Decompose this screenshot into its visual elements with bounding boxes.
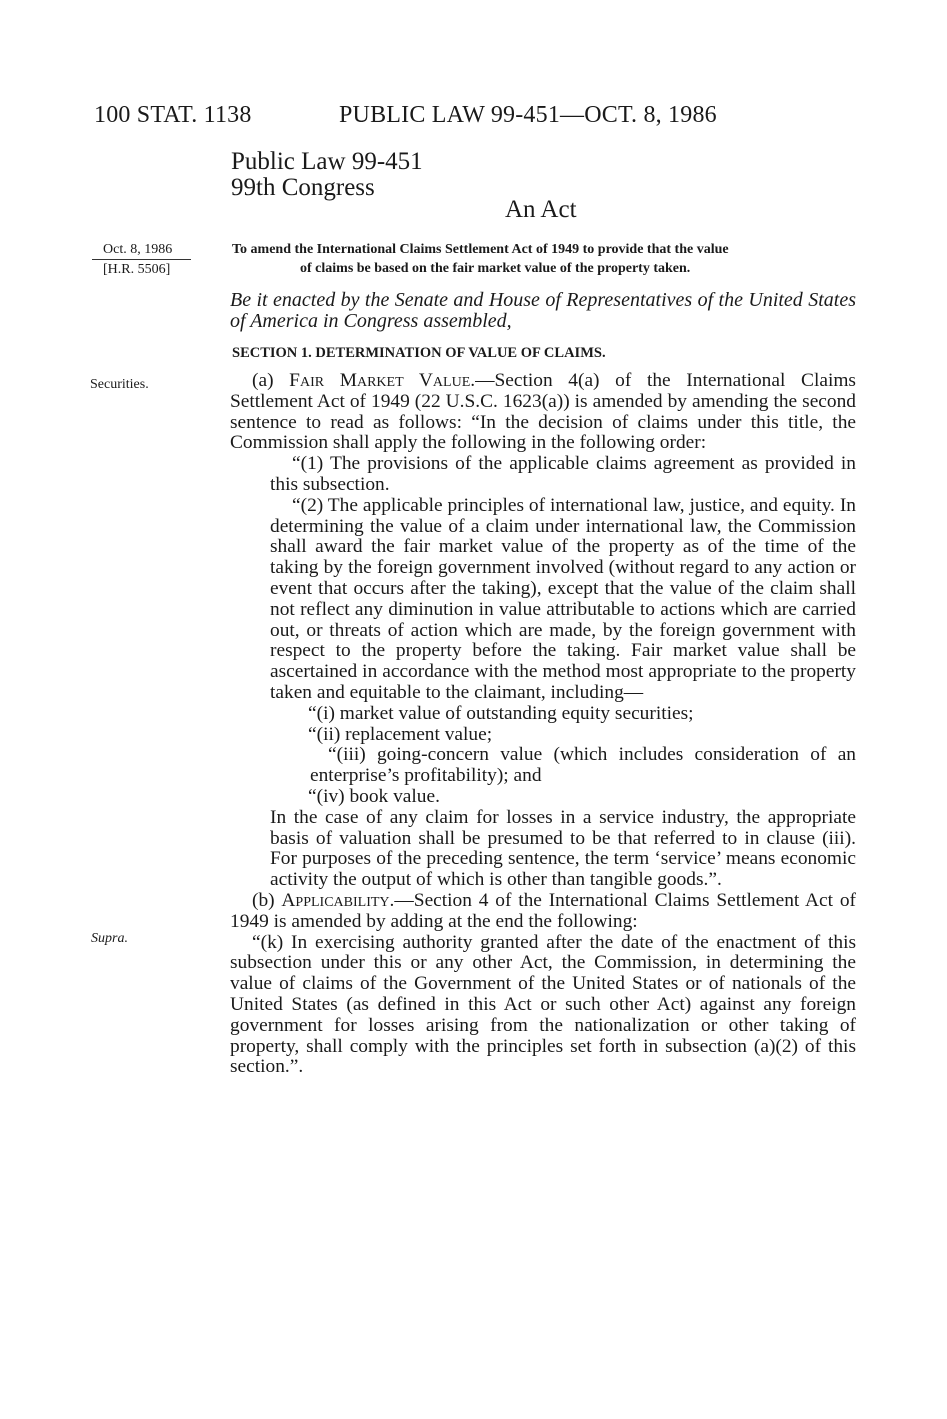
purpose-line-1: To amend the International Claims Settlement Act of 1949 to provide that the value (232, 242, 729, 257)
margin-supra: Supra. (91, 931, 128, 946)
subsection-b (230, 891, 856, 933)
subsection-k (230, 933, 856, 1079)
subsection-a (230, 371, 856, 454)
margin-date: Oct. 8, 1986 (103, 242, 173, 257)
paragraph-1-text: “(1) The provisions of the applicable claims agreement as provided in this subsection. (270, 453, 856, 495)
clause-ii (230, 725, 856, 746)
subsection-a-heading: Fair Market Value (289, 370, 471, 391)
subsection-b-heading: Applicability (281, 889, 390, 911)
section-heading: SECTION 1. DETERMINATION OF VALUE OF CLAIMS. (232, 345, 606, 361)
public-law-number: Public Law 99-451 (231, 148, 423, 175)
section-body (230, 371, 856, 1078)
subsection-b-text: .—Section 4 of the International Claims Settlement Act of 1949 is amended by adding at the end the following: (230, 889, 856, 932)
clause-iii (230, 745, 856, 787)
running-head-law-date: PUBLIC LAW 99-451—OCT. 8, 1986 (339, 102, 717, 128)
congress-number: 99th Congress (231, 174, 375, 201)
paragraph-2 (230, 496, 856, 704)
paragraph-2-text: “(2) The applicable principles of international law, justice, and equity. In determining the value of a claim under international law, the Commission shall award the fair market value of the property as of the time of the taking by the foreign government involved (without regard to any action or event that occurs after the taking), except that the value of the claim shall not reflect any diminution in value attributable to actions which are carried out, or threats of action which are made, by the foreign government with respect to the property before the taking. Fair market value shall be ascertained in accordance with the method most appropriate to the property taken and equitable to the claimant, including— (270, 494, 856, 703)
clause-ii-text: “(ii) replacement value; (308, 723, 493, 745)
subsection-b-label: (b) (252, 889, 282, 911)
act-title: An Act (505, 196, 577, 223)
subsection-k-text: “(k) In exercising authority granted after the date of the enactment of this subsection under this or any other Act, the Commission, in determining the value of claims of the Government of the United States or of nationals of the United States (as defined in this Act or such other Act) against any foreign government for losses arising from the nationalization or other taking of property, shall comply with the principles set forth in subsection (a)(2) of this section.”. (230, 931, 856, 1078)
subsection-a-label: (a) (252, 370, 290, 391)
paragraph-1 (230, 454, 856, 496)
subsection-a-text: .—Section 4(a) of the International Claims Settlement Act of 1949 (22 U.S.C. 1623(a)) is amended by amending the second sentence to read as follows: “In the decision of claims under this title, the Commission shall apply the following in the following order: (230, 370, 856, 454)
margin-securities: Securities. (90, 377, 149, 392)
enacting-clause: Be it enacted by the Senate and House of Representatives of the United States of America in Congress assembled, (230, 289, 856, 332)
clause-iv-text: “(iv) book value. (308, 785, 440, 807)
margin-divider (92, 259, 191, 260)
service-industry-text (230, 808, 856, 891)
clause-i-text: “(i) market value of outstanding equity securities; (308, 702, 694, 724)
service-industry-sentence: In the case of any claim for losses in a service industry, the appropriate basis of valuation shall be presumed to be that referred to in clause (iii). For purposes of the preceding sentence, the term ‘service’ means economic activity the output of which is other than tangible goods.”. (270, 806, 856, 891)
purpose-line-2: of claims be based on the fair market value of the property taken. (300, 261, 691, 276)
act-purpose (232, 240, 860, 278)
stat-reference: 100 STAT. 1138 (94, 102, 252, 128)
margin-bill-number: [H.R. 5506] (103, 262, 171, 277)
clause-iv (230, 787, 856, 808)
clause-iii-text: “(iii) going-concern value (which includes consideration of an enterprise’s profitability); and (310, 744, 856, 787)
clause-i (230, 704, 856, 725)
